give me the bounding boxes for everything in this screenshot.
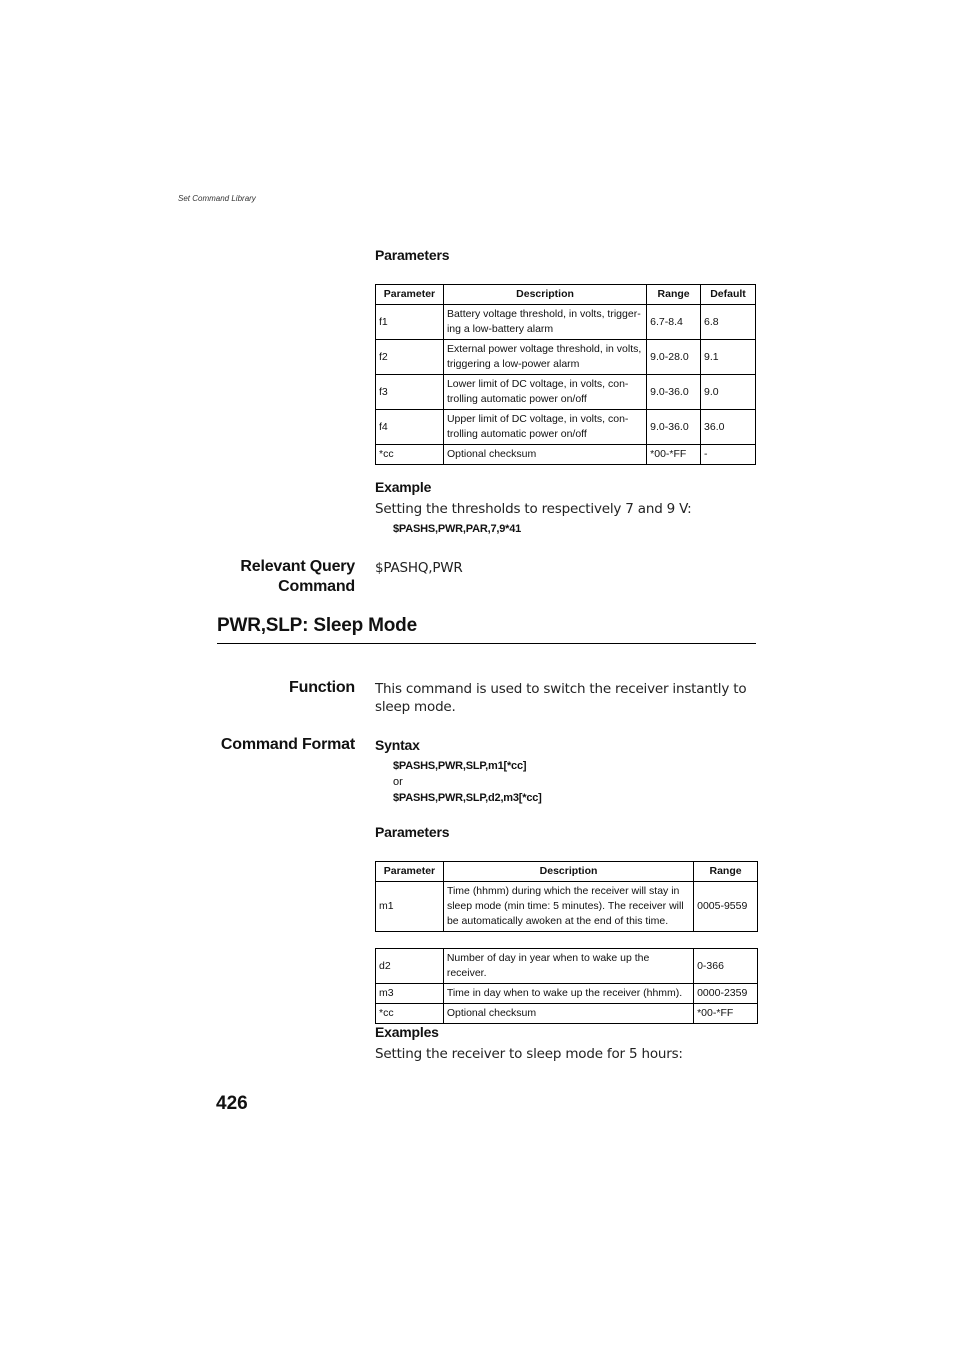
cell-default: 36.0	[701, 410, 756, 445]
cell-default: -	[701, 445, 756, 465]
relevant-query-label-line2: Command	[278, 578, 355, 595]
parameters-heading: Parameters	[375, 824, 450, 840]
cell-range: 6.7-8.4	[647, 305, 701, 340]
page-number: 426	[216, 1093, 248, 1114]
examples-heading: Examples	[375, 1024, 439, 1040]
cell-description: Time (hhmm) during which the receiver will stay in sleep mode (min time: 5 minutes). The receiver will be automatically awoken at the end of this time.	[443, 882, 693, 932]
syntax-line-2: $PASHS,PWR,SLP,d2,m3[*cc]	[393, 792, 542, 804]
example-text: Setting the thresholds to respectively 7 and 9 V:	[375, 501, 692, 517]
syntax-line-1: $PASHS,PWR,SLP,m1[*cc]	[393, 760, 527, 772]
cell-default: 9.1	[701, 340, 756, 375]
pwr-par-parameters-table	[375, 284, 756, 465]
section-rule	[217, 643, 756, 644]
function-label: Function	[289, 679, 355, 696]
cell-parameter: d2	[376, 949, 444, 984]
cell-description: Optional checksum	[443, 1004, 693, 1024]
cell-default: 6.8	[701, 305, 756, 340]
running-header: Set Command Library	[178, 194, 256, 203]
table-row	[376, 882, 758, 932]
cell-description: Optional checksum	[443, 445, 646, 465]
cell-range: *00-*FF	[694, 1004, 758, 1024]
cell-parameter: f1	[376, 305, 444, 340]
cell-parameter: m1	[376, 882, 444, 932]
cell-parameter: f2	[376, 340, 444, 375]
column-header: Range	[647, 285, 701, 305]
pwr-slp-parameters-table	[375, 861, 758, 932]
relevant-query-label-line1: Relevant Query	[240, 558, 355, 575]
example-heading: Example	[375, 479, 432, 495]
column-header: Description	[443, 862, 693, 882]
cell-parameter: f3	[376, 375, 444, 410]
cell-range: 9.0-36.0	[647, 375, 701, 410]
relevant-query-label	[175, 557, 355, 597]
column-header: Description	[443, 285, 646, 305]
cell-range: 0000-2359	[694, 984, 758, 1004]
table-row	[376, 949, 758, 984]
cell-description: Lower limit of DC voltage, in volts, con-trolling automatic power on/off	[443, 375, 646, 410]
table-row	[376, 445, 756, 465]
cell-parameter: m3	[376, 984, 444, 1004]
table-row	[376, 305, 756, 340]
section-title: PWR,SLP: Sleep Mode	[217, 615, 417, 636]
column-header: Parameter	[376, 862, 444, 882]
cell-range: 9.0-36.0	[647, 410, 701, 445]
examples-text: Setting the receiver to sleep mode for 5 hours:	[375, 1046, 683, 1062]
table-header-row	[376, 862, 758, 882]
cell-description: Battery voltage threshold, in volts, trigger-ing a low-battery alarm	[443, 305, 646, 340]
cell-range: 9.0-28.0	[647, 340, 701, 375]
column-header: Default	[701, 285, 756, 305]
cell-range: 0-366	[694, 949, 758, 984]
pwr-slp-parameters-table-continued	[375, 948, 758, 1024]
cell-description: External power voltage threshold, in volts, triggering a low-power alarm	[443, 340, 646, 375]
relevant-query-value: $PASHQ,PWR	[375, 560, 463, 576]
cell-parameter: *cc	[376, 445, 444, 465]
table-row	[376, 984, 758, 1004]
column-header: Range	[694, 862, 758, 882]
table-row	[376, 375, 756, 410]
cell-description: Upper limit of DC voltage, in volts, con-trolling automatic power on/off	[443, 410, 646, 445]
syntax-heading: Syntax	[375, 737, 420, 753]
cell-range: *00-*FF	[647, 445, 701, 465]
column-header: Parameter	[376, 285, 444, 305]
cell-description: Number of day in year when to wake up the receiver.	[443, 949, 693, 984]
command-format-label: Command Format	[220, 736, 355, 753]
table-header-row	[376, 285, 756, 305]
function-text: This command is used to switch the receiver instantly to sleep mode.	[375, 681, 747, 715]
cell-parameter: *cc	[376, 1004, 444, 1024]
cell-parameter: f4	[376, 410, 444, 445]
cell-default: 9.0	[701, 375, 756, 410]
cell-range: 0005-9559	[694, 882, 758, 932]
cell-description: Time in day when to wake up the receiver (hhmm).	[443, 984, 693, 1004]
table-row	[376, 340, 756, 375]
example-code: $PASHS,PWR,PAR,7,9*41	[393, 523, 522, 535]
table-row	[376, 1004, 758, 1024]
parameters-heading: Parameters	[375, 247, 450, 263]
table-row	[376, 410, 756, 445]
syntax-or: or	[393, 776, 403, 788]
